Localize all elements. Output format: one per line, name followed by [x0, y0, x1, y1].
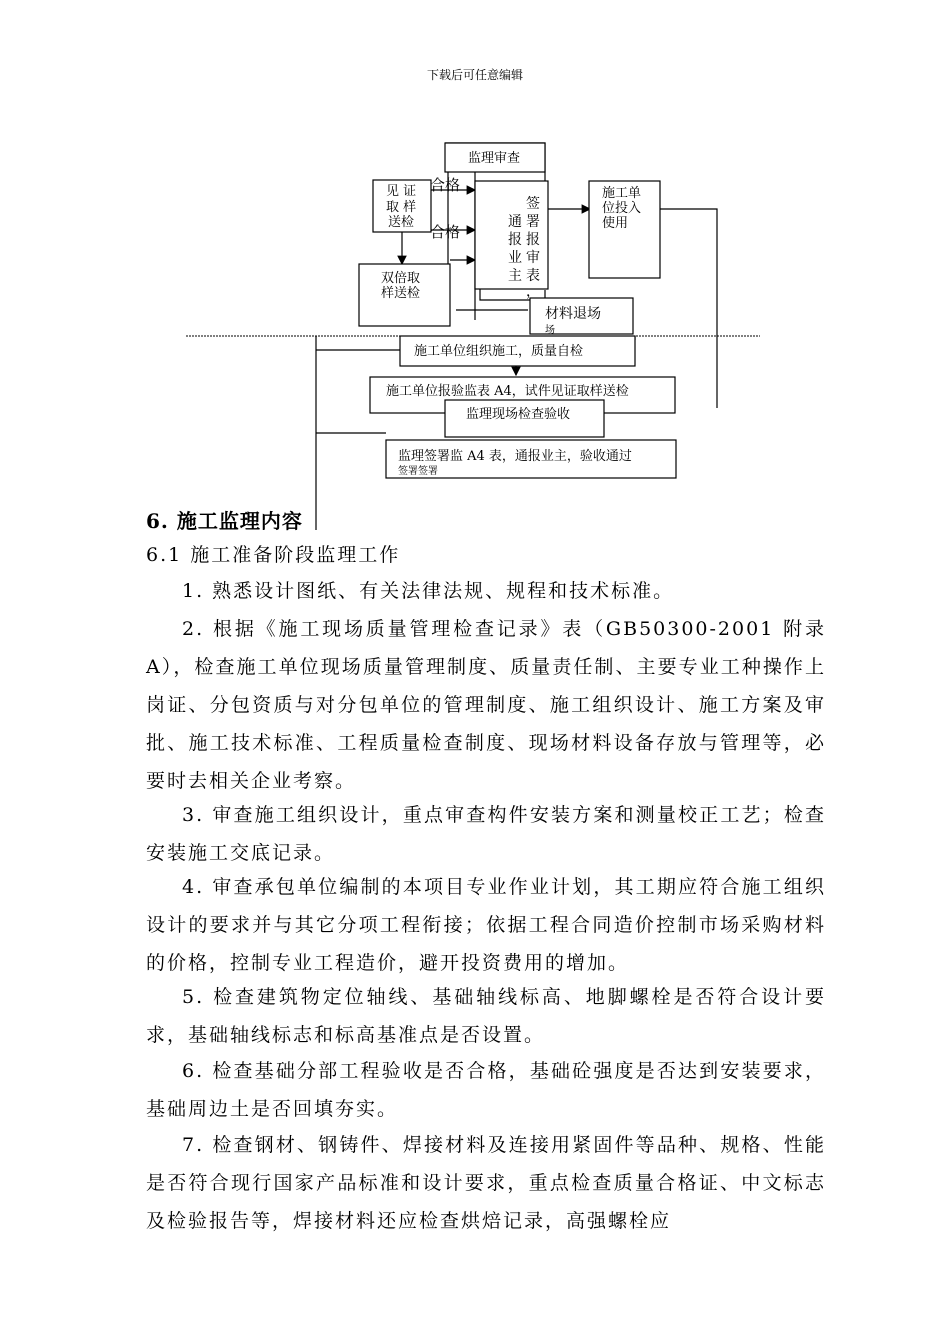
label-qianshu-6: ，	[526, 284, 540, 300]
label-qianshu-3: 报	[526, 232, 540, 248]
label-tongbao-1: 通	[508, 214, 522, 230]
paragraph-2: 2. 根据《施工现场质量管理检查记录》表（GB50300-2001 附录 A），检查施工单位现场质量管理制度、质量责任制、主要专业工种操作上岗证、分包资质与对分包单位的管理制度、施工组织设计、施工方案及审批、施工技术标准、工程质量检查制度、现场材料设备存放与管理等，必要时去相关企业考察。	[146, 618, 826, 792]
flowchart	[0, 0, 950, 540]
label-zuzhi-shigong: 施工单位组织施工，质量自检	[414, 344, 584, 359]
label-qianshu-1: 签	[526, 196, 540, 212]
label-shuangbei-2: 样送检	[381, 286, 421, 301]
label-qianshu-a4-cut: 签署签署	[398, 466, 438, 477]
section-title: 6. 施工监理内容	[146, 509, 303, 533]
label-qianshu-2: 署	[526, 214, 540, 230]
label-jianli-shencha: 监理审查	[468, 151, 521, 166]
paragraph-4: 4. 审查承包单位编制的本项目专业作业计划，其工期应符合施工组织设计的要求并与其它分项工程衔接；依据工程合同造价控制市场采购材料的价格，控制专业工程造价，避开投资费用的增加。	[146, 876, 826, 974]
label-jianzheng-2: 取 样	[386, 200, 417, 215]
paragraph-3: 3. 审查施工组织设计，重点审查构件安装方案和测量校正工艺；检查安装施工交底记录。	[146, 804, 826, 864]
label-hege-mid: 合格	[430, 223, 461, 241]
label-xianchang-jianyan: 监理现场检查验收	[466, 407, 571, 422]
paragraph-7: 7. 检查钢材、钢铸件、焊接材料及连接用紧固件等品种、规格、性能是否符合现行国家产品标准和设计要求，重点检查质量合格证、中文标志及检验报告等，焊接材料还应检查烘焙记录，高强螺栓应	[146, 1134, 826, 1232]
label-baoyan: 施工单位报验监表 A4，试件见证取样送检	[386, 384, 629, 399]
label-qianshu-4: 审	[526, 250, 540, 266]
label-shuangbei-1: 双倍取	[381, 271, 421, 286]
label-hege-top: 合格	[430, 176, 461, 194]
label-jianzheng-3: 送检	[388, 215, 415, 230]
paragraph-6: 6. 检查基础分部工程验收是否合格，基础砼强度是否达到安装要求，基础周边土是否回填夯实。	[146, 1060, 826, 1120]
subsection-title: 6.1 施工准备阶段监理工作	[146, 544, 401, 566]
page-header: 下载后可任意编辑	[426, 68, 523, 82]
label-tongbao-3: 业	[508, 250, 522, 266]
label-tongbao-4: 主	[508, 268, 522, 284]
label-jianzheng-1: 见 证	[386, 184, 417, 199]
label-tongbao-2: 报	[508, 232, 522, 248]
label-cailiao-cut: 场	[545, 325, 555, 336]
label-touru-2: 位投入	[602, 201, 642, 216]
label-touru-3: 使用	[602, 216, 629, 231]
paragraph-5: 5. 检查建筑物定位轴线、基础轴线标高、地脚螺栓是否符合设计要求，基础轴线标志和标高基准点是否设置。	[146, 986, 826, 1046]
label-touru-1: 施工单	[602, 186, 642, 201]
label-cailiao-tuichang: 材料退场	[545, 306, 601, 322]
label-qianshu-a4: 监理签署监 A4 表，通报业主，验收通过	[398, 449, 632, 464]
paragraph-1: 1. 熟悉设计图纸、有关法律法规、规程和技术标准。	[182, 580, 675, 602]
label-qianshu-5: 表	[526, 268, 540, 284]
